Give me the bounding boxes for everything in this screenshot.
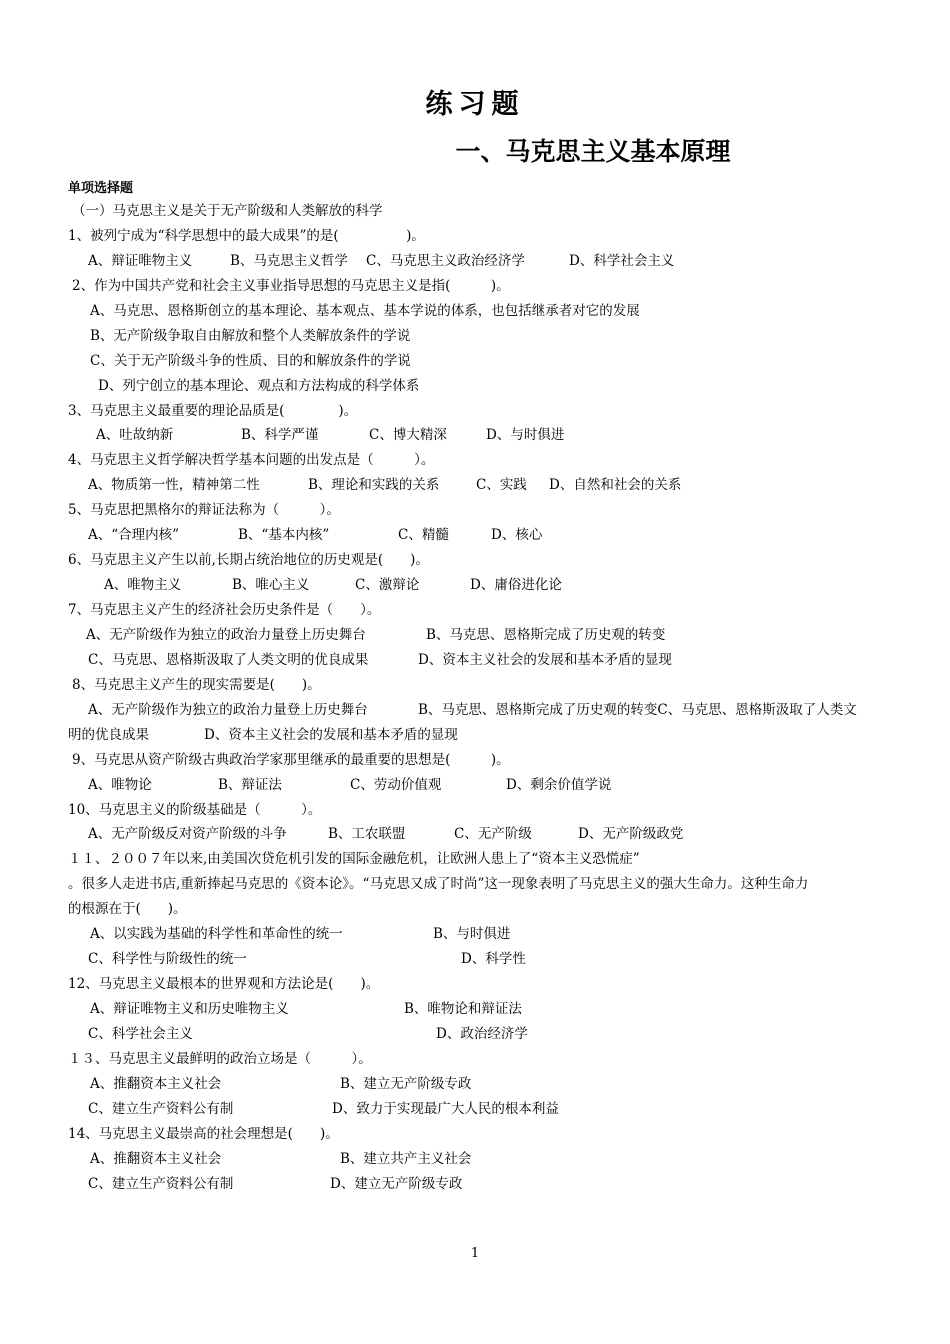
question-line — [68, 723, 886, 748]
line-text: 4、马克思主义哲学解决哲学基本问题的出发点是（ ）。 — [68, 452, 435, 469]
option-text: C、精髓 — [398, 527, 449, 544]
option-text: B、唯物论和辩证法 — [404, 1001, 522, 1017]
question-line — [68, 673, 886, 698]
line-text: A、推翻资本主义社会 — [90, 1075, 222, 1092]
line-text: A、唯物主义 — [104, 577, 182, 594]
line-text: A、物质第一性，精神第二性 — [88, 477, 260, 494]
question-line — [68, 648, 886, 673]
question-line — [68, 897, 886, 922]
line-text: C、建立生产资料公有制 — [88, 1100, 234, 1117]
question-line — [68, 473, 886, 498]
question-line — [68, 374, 886, 399]
line-text: 明的优良成果 — [68, 726, 149, 743]
page-title: 练习题 — [425, 89, 525, 120]
question-line — [68, 922, 886, 947]
question-line — [68, 872, 886, 897]
line-text: 。很多人走进书店,重新捧起马克思的《资本论》。“马克思又成了时尚”这一现象表明了马克思主义的强大生命力。这种生命力 — [68, 876, 809, 893]
option-text: D、与时俱进 — [486, 427, 565, 444]
page-number: 1 — [470, 1246, 480, 1261]
question-line — [68, 423, 886, 448]
line-text: B、无产阶级争取自由解放和整个人类解放条件的学说 — [90, 327, 411, 344]
chapter-title: 一、马克思主义基本原理 — [455, 137, 731, 166]
question-line — [68, 1097, 886, 1122]
option-text: C、实践 — [476, 477, 527, 494]
question-line — [68, 1047, 886, 1072]
option-text: B、理论和实践的关系 — [308, 477, 440, 494]
line-text: C、科学社会主义 — [88, 1025, 193, 1042]
question-line — [68, 1147, 886, 1172]
question-line — [68, 822, 886, 847]
question-line — [68, 523, 886, 548]
line-text: A、“合理内核” — [88, 527, 180, 544]
option-text: B、马克思、恩格斯完成了历史观的转变 — [426, 626, 666, 643]
option-text: D、科学社会主义 — [569, 252, 675, 269]
option-text: B、建立共产主义社会 — [340, 1150, 472, 1167]
line-text: C、马克思、恩格斯汲取了人类文明的优良成果 — [88, 651, 369, 668]
question-line — [68, 1072, 886, 1097]
question-line — [68, 1022, 886, 1047]
option-text: D、核心 — [491, 527, 543, 544]
line-text: C、建立生产资料公有制 — [88, 1175, 234, 1192]
line-text: 14、马克思主义最崇高的社会理想是( )。 — [68, 1125, 339, 1142]
option-text: D、庸俗进化论 — [470, 577, 562, 594]
question-line — [68, 847, 886, 872]
question-line — [68, 773, 886, 798]
question-line — [68, 299, 886, 324]
question-line — [68, 748, 886, 773]
line-text: A、吐故纳新 — [96, 427, 174, 444]
option-text: C、激辩论 — [355, 577, 420, 594]
option-text: D、无产阶级政党 — [578, 826, 684, 843]
question-line — [68, 399, 886, 424]
line-text: A、无产阶级作为独立的政治力量登上历史舞台 — [86, 626, 366, 643]
question-line — [68, 997, 886, 1022]
option-text: C、博大精深 — [369, 427, 447, 444]
option-text: B、辩证法 — [218, 776, 282, 793]
question-line — [68, 224, 886, 249]
option-text: B、与时俱进 — [433, 926, 511, 943]
option-text: D、自然和社会的关系 — [549, 477, 682, 494]
line-text: 6、马克思主义产生以前,长期占统治地位的历史观是( )。 — [68, 552, 429, 569]
question-line — [68, 199, 886, 224]
line-text: 1、被列宁成为“科学思想中的最大成果”的是( )。 — [68, 227, 425, 244]
option-text: D、资本主义社会的发展和基本矛盾的显现 — [204, 726, 458, 743]
question-line — [68, 548, 886, 573]
question-line — [68, 349, 886, 374]
question-line — [68, 573, 886, 598]
option-text: B、工农联盟 — [328, 826, 406, 843]
line-text: 12、马克思主义最根本的世界观和方法论是( )。 — [68, 976, 380, 993]
option-text: D、建立无产阶级专政 — [330, 1175, 463, 1192]
line-text: A、马克思、恩格斯创立的基本理论、基本观点、基本学说的体系，也包括继承者对它的发展 — [90, 302, 640, 319]
line-text: A、以实践为基础的科学性和革命性的统一 — [90, 926, 343, 943]
line-text: 9、马克思从资产阶级古典政治学家那里继承的最重要的思想是( )。 — [72, 751, 510, 768]
option-text: D、剩余价值学说 — [506, 776, 612, 793]
question-line — [68, 324, 886, 349]
question-line — [68, 249, 886, 274]
line-text: １３、马克思主义最鲜明的政治立场是（ ）。 — [68, 1050, 372, 1067]
option-text: D、政治经济学 — [436, 1025, 528, 1042]
line-text: C、关于无产阶级斗争的性质、目的和解放条件的学说 — [90, 352, 411, 369]
line-text: A、唯物论 — [88, 776, 152, 793]
line-text: A、推翻资本主义社会 — [90, 1150, 222, 1167]
question-line — [68, 448, 886, 473]
option-text: C、马克思主义政治经济学 — [366, 252, 525, 269]
line-text: A、无产阶级作为独立的政治力量登上历史舞台 — [88, 701, 368, 718]
question-line — [68, 698, 886, 723]
line-text: 8、马克思主义产生的现实需要是( )。 — [72, 676, 321, 693]
question-line — [68, 972, 886, 997]
question-line — [68, 947, 886, 972]
option-text: C、劳动价值观 — [350, 776, 442, 793]
option-text: B、马克思、恩格斯完成了历史观的转变C、马克思、恩格斯汲取了人类文 — [418, 701, 857, 718]
option-text: C、无产阶级 — [454, 826, 532, 843]
line-text: 10、马克思主义的阶级基础是（ ）。 — [68, 801, 322, 818]
line-text: 3、马克思主义最重要的理论品质是( )。 — [68, 402, 358, 419]
line-text: 的根源在于( )。 — [68, 901, 187, 918]
question-line — [68, 798, 886, 823]
line-text: 7、马克思主义产生的经济社会历史条件是（ ）。 — [68, 602, 381, 618]
line-text: 5、马克思把黑格尔的辩证法称为（ ）。 — [68, 502, 340, 519]
question-line — [68, 623, 886, 648]
question-line — [68, 598, 886, 623]
option-text: D、科学性 — [461, 951, 526, 968]
option-text: D、资本主义社会的发展和基本矛盾的显现 — [418, 651, 672, 668]
question-line — [68, 274, 886, 299]
section-label: 单项选择题 — [68, 181, 134, 196]
option-text: B、唯心主义 — [232, 577, 310, 594]
line-text: C、科学性与阶级性的统一 — [88, 951, 247, 968]
line-text: A、辩证唯物主义 — [88, 252, 193, 269]
option-text: B、科学严谨 — [241, 427, 319, 444]
line-text: １１、２００７年以来,由美国次贷危机引发的国际金融危机，让欧洲人患上了“资本主义恐慌症” — [68, 851, 640, 868]
line-text: （一）马克思主义是关于无产阶级和人类解放的科学 — [72, 203, 383, 219]
question-line — [68, 498, 886, 523]
option-text: B、马克思主义哲学 — [230, 252, 348, 269]
line-text: A、无产阶级反对资产阶级的斗争 — [88, 826, 287, 843]
question-list — [68, 199, 886, 1197]
question-line — [68, 1172, 886, 1197]
option-text: D、致力于实现最广大人民的根本利益 — [332, 1100, 559, 1117]
question-line — [68, 1122, 886, 1147]
line-text: D、列宁创立的基本理论、观点和方法构成的科学体系 — [98, 377, 420, 394]
option-text: B、“基本内核” — [238, 527, 330, 544]
line-text: A、辩证唯物主义和历史唯物主义 — [90, 1001, 289, 1017]
option-text: B、建立无产阶级专政 — [340, 1075, 472, 1092]
line-text: 2、作为中国共产党和社会主义事业指导思想的马克思主义是指( )。 — [72, 277, 510, 294]
